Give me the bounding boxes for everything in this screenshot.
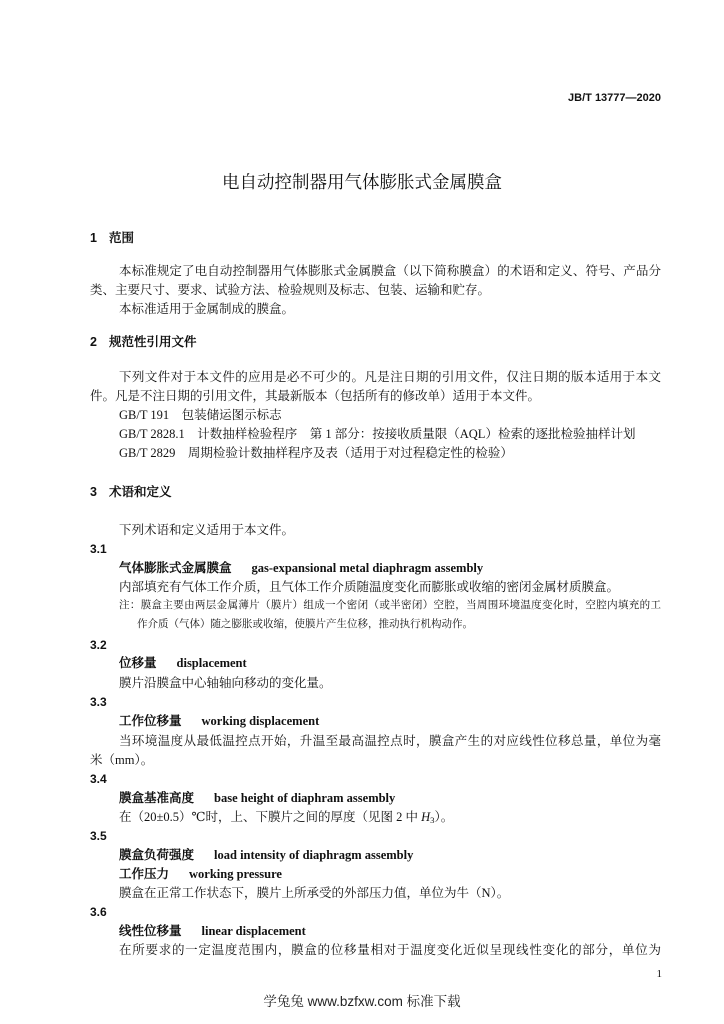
reference-code: GB/T 2828.1 xyxy=(119,427,185,441)
term-zh: 工作位移量 xyxy=(119,714,182,728)
term-entry xyxy=(119,655,247,671)
term-number: 3.6 xyxy=(90,905,107,919)
section-1-heading xyxy=(90,230,134,246)
term-definition: 膜盒在正常工作状态下，膜片上所承受的外部压力值，单位为牛（N）。 xyxy=(119,886,510,900)
reference-item xyxy=(119,445,513,461)
section-title: 范围 xyxy=(108,231,134,245)
term-number: 3.5 xyxy=(90,829,107,843)
reference-item xyxy=(119,426,635,442)
variable-subscript: 3 xyxy=(430,815,435,826)
section-3-heading xyxy=(90,484,171,500)
paragraph-line: 本标准适用于金属制成的膜盒。 xyxy=(119,302,295,316)
paragraph-line: 本标准规定了电自动控制器用气体膨胀式金属膜盒（以下简称膜盒）的术语和定义、符号、产品分 xyxy=(119,264,661,278)
standard-number: JB/T 13777—2020 xyxy=(568,92,661,104)
reference-code: GB/T 2829 xyxy=(119,446,176,460)
variable-symbol: H xyxy=(421,810,431,824)
section-2-heading xyxy=(90,334,196,350)
term-entry xyxy=(119,790,395,806)
page-number: 1 xyxy=(656,968,662,980)
term-en: base height of diaphram assembly xyxy=(214,791,396,805)
term-zh: 膜盒基准高度 xyxy=(119,791,195,805)
definition-text: ）。 xyxy=(434,810,454,824)
term-number: 3.1 xyxy=(90,542,107,556)
term-zh: 线性位移量 xyxy=(119,924,182,938)
term-en: linear displacement xyxy=(201,924,306,938)
section-number: 1 xyxy=(90,231,97,245)
reference-title: 计数抽样检验程序 第 1 部分：按接收质量限（AQL）检索的逐批检验抽样计划 xyxy=(197,427,636,441)
term-definition: 当环境温度从最低温控点开始，升温至最高温控点时，膜盒产生的对应线性位移总量，单位为毫 xyxy=(119,734,661,748)
term-en: displacement xyxy=(176,656,247,670)
section-number: 2 xyxy=(90,335,97,349)
term-entry xyxy=(119,847,413,863)
reference-title: 包装储运图示标志 xyxy=(181,408,282,422)
term-number: 3.3 xyxy=(90,695,107,709)
term-number: 3.2 xyxy=(90,638,107,652)
term-definition: 在所要求的一定温度范围内，膜盒的位移量相对于温度变化近似呈现线性变化的部分，单位为 xyxy=(119,943,661,957)
paragraph-line: 类、主要尺寸、要求、试验方法、检验规则及标志、包装、运输和贮存。 xyxy=(90,283,491,297)
reference-item xyxy=(119,407,282,423)
document-title: 电自动控制器用气体膨胀式金属膜盒 xyxy=(222,172,502,192)
term-entry xyxy=(119,713,319,729)
section-number: 3 xyxy=(90,485,97,499)
term-zh: 膜盒负荷强度 xyxy=(119,848,195,862)
term-zh: 气体膨胀式金属膜盒 xyxy=(119,561,232,575)
term-en: gas-expansional metal diaphragm assembly xyxy=(251,561,484,575)
term-entry-alt xyxy=(119,866,282,882)
term-definition: 膜片沿膜盒中心轴轴向移动的变化量。 xyxy=(119,676,332,690)
term-zh: 工作压力 xyxy=(119,867,170,881)
section-title: 术语和定义 xyxy=(108,485,172,499)
footer-text: 学兔兔 www.bzfxw.com 标准下载 xyxy=(263,994,461,1009)
paragraph-line: 下列文件对于本文件的应用是必不可少的。凡是注日期的引用文件，仅注日期的版本适用于本文 xyxy=(119,370,661,384)
term-entry xyxy=(119,923,306,939)
term-definition xyxy=(119,809,453,828)
term-zh: 位移量 xyxy=(119,656,157,670)
reference-title: 周期检验计数抽样程序及表（适用于对过程稳定性的检验） xyxy=(187,446,513,460)
term-entry xyxy=(119,560,483,576)
term-definition: 内部填充有气体工作介质，且气体工作介质随温度变化而膨胀或收缩的密闭金属材质膜盒。 xyxy=(119,580,620,594)
term-en: working pressure xyxy=(189,867,282,881)
term-en: working displacement xyxy=(201,714,320,728)
term-note: 注：膜盒主要由两层金属薄片（膜片）组成一个密闭（或半密闭）空腔，当周围环境温度变化时，空腔内填充的工 xyxy=(119,600,661,611)
paragraph-line: 件。凡是不注日期的引用文件，其最新版本（包括所有的修改单）适用于本文件。 xyxy=(90,389,541,403)
term-definition: 米（mm）。 xyxy=(90,753,154,767)
definition-text: 在（20±0.5）℃时，上、下膜片之间的厚度（见图 2 中 xyxy=(119,810,422,824)
reference-code: GB/T 191 xyxy=(119,408,170,422)
term-en: load intensity of diaphragm assembly xyxy=(214,848,414,862)
section-title: 规范性引用文件 xyxy=(108,335,197,349)
paragraph-line: 下列术语和定义适用于本文件。 xyxy=(119,523,295,537)
term-note: 作介质（气体）随之膨胀或收缩，使膜片产生位移，推动执行机构动作。 xyxy=(137,619,473,630)
term-number: 3.4 xyxy=(90,772,107,786)
